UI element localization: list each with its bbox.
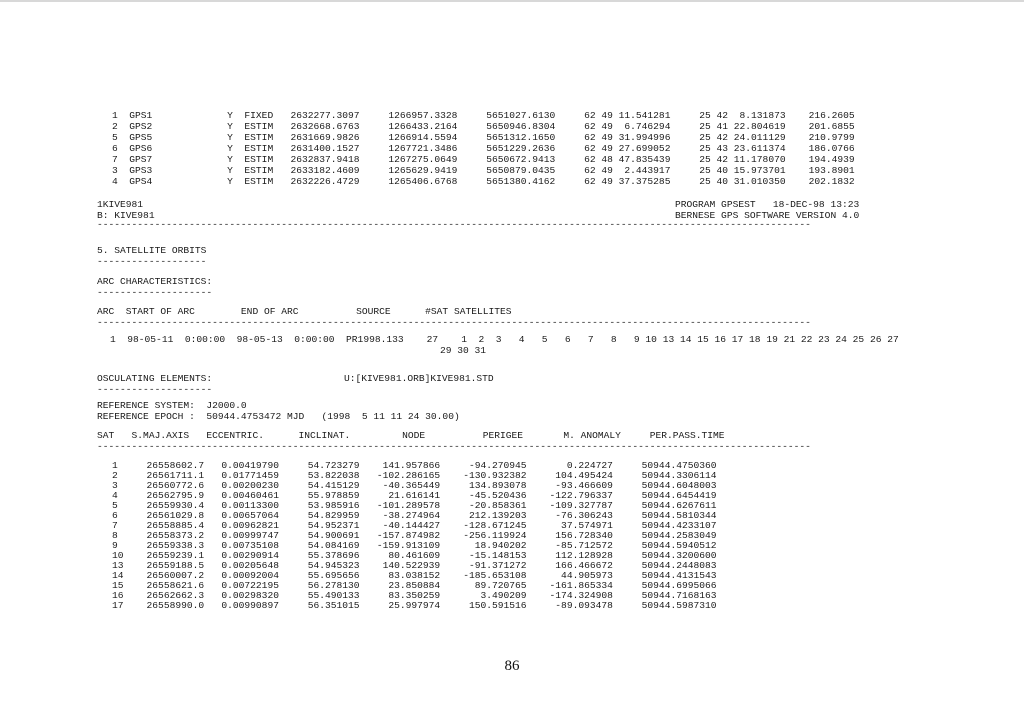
elements-row: 2 26561711.1 0.01771459 53.822038 -102.286165 -130.932382 104.495424 50944.3306114: [112, 470, 717, 481]
station-row: 4 GPS4 Y ESTIM 2632226.4729 1265406.6768 5651380.4162 62 49 37.375285 25 40 31.010350 202.1832: [112, 176, 855, 187]
arc-row-continuation: 29 30 31: [440, 345, 487, 356]
station-row: 7 GPS7 Y ESTIM 2632837.9418 1267275.0649 5650672.9413 62 48 47.835439 25 42 11.178070 194.4939: [112, 154, 855, 165]
section-title-underline: -------------------: [97, 256, 207, 267]
elements-row: 1 26558602.7 0.00419790 54.723279 141.957866 -94.270945 0.224727 50944.4750360: [112, 460, 717, 471]
elements-row: 7 26558885.4 0.00962821 54.952371 -40.144427 -128.671245 37.574971 50944.4233107: [112, 520, 717, 531]
elements-row: 3 26560772.6 0.00200230 54.415129 -40.365449 134.893078 -93.466609 50944.6048003: [112, 480, 717, 491]
header-rule: ----------------------------------------------------------------------------------------------------------------------------: [97, 219, 811, 230]
reference-epoch: REFERENCE EPOCH : 50944.4753472 MJD (1998 5 11 11 24 30.00): [97, 411, 460, 422]
station-row: 5 GPS5 Y ESTIM 2631669.9826 1266914.5594 5651312.1650 62 49 31.994996 25 42 24.011129 210.9799: [112, 132, 855, 143]
osc-orbit-file: U:[KIVE981.ORB]KIVE981.STD: [344, 373, 494, 384]
elements-row: 14 26560007.2 0.00092004 55.695656 83.038152 -185.653108 44.905973 50944.4131543: [112, 570, 717, 581]
header-program: PROGRAM GPSEST 18-DEC-98 13:23: [675, 199, 860, 210]
elements-column-header: SAT S.MAJ.AXIS ECCENTRIC. INCLINAT. NODE PERIGEE M. ANOMALY PER.PASS.TIME: [97, 430, 725, 441]
header-job-id: 1KIVE981: [97, 199, 144, 210]
header-version: BERNESE GPS SOFTWARE VERSION 4.0: [675, 210, 860, 221]
station-row: 2 GPS2 Y ESTIM 2632668.6763 1266433.2164 5650946.8304 62 49 6.746294 25 41 22.804619 201.6855: [112, 121, 855, 132]
elements-row: 4 26562795.9 0.00460461 55.978859 21.616141 -45.520436 -122.796337 50944.6454419: [112, 490, 717, 501]
elements-row: 5 26559930.4 0.00113300 53.985916 -101.289578 -20.858361 -109.327787 50944.6267611: [112, 500, 717, 511]
osc-title: OSCULATING ELEMENTS:: [97, 373, 213, 384]
arc-row: 1 98-05-11 0:00:00 98-05-13 0:00:00 PR1998.133 27 1 2 3 4 5 6 7 8 9 10 13 14 15 16 17 18 19 21 22 23 24 25 26 27: [110, 334, 899, 345]
elements-row: 9 26559338.3 0.00735108 54.084169 -159.913109 18.940202 -85.712572 50944.5940512: [112, 540, 717, 551]
arc-header-rule: ----------------------------------------------------------------------------------------------------------------------------: [97, 317, 811, 328]
station-row: 6 GPS6 Y ESTIM 2631400.1527 1267721.3486 5651229.2636 62 49 27.699052 25 43 23.611374 186.0766: [112, 143, 855, 154]
reference-system: REFERENCE SYSTEM: J2000.0: [97, 400, 247, 411]
arc-column-header: ARC START OF ARC END OF ARC SOURCE #SAT SATELLITES: [97, 306, 512, 317]
page-number: 86: [504, 658, 520, 674]
elements-row: 15 26558621.6 0.00722195 56.278130 23.850884 89.720765 -161.865334 50944.6995066: [112, 580, 717, 591]
arc-title-underline: --------------------: [97, 287, 213, 298]
station-row: 3 GPS3 Y ESTIM 2633182.4609 1265629.9419 5650879.0435 62 49 2.443917 25 40 15.973701 193.8901: [112, 165, 855, 176]
arc-title: ARC CHARACTERISTICS:: [97, 276, 213, 287]
elements-row: 8 26558373.2 0.00999747 54.900691 -157.874982 -256.119924 156.728340 50944.2583049: [112, 530, 717, 541]
header-campaign: B: KIVE981: [97, 210, 155, 221]
section-title: 5. SATELLITE ORBITS: [97, 245, 207, 256]
elements-header-rule: ----------------------------------------------------------------------------------------------------------------------------: [97, 441, 811, 452]
elements-row: 6 26561029.8 0.00657064 54.829959 -38.274964 212.139203 -76.306243 50944.5810344: [112, 510, 717, 521]
osc-title-underline: --------------------: [97, 384, 213, 395]
elements-row: 13 26559188.5 0.00205648 54.945323 140.522939 -91.371272 166.466672 50944.2448083: [112, 560, 717, 571]
elements-row: 16 26562662.3 0.00298320 55.490133 83.350259 3.490209 -174.324908 50944.7168163: [112, 590, 717, 601]
elements-row: 10 26559239.1 0.00290914 55.378696 80.461609 -15.148153 112.128928 50944.3200600: [112, 550, 717, 561]
station-row: 1 GPS1 Y FIXED 2632277.3097 1266957.3328 5651027.6130 62 49 11.541281 25 42 8.131873 216.2605: [112, 110, 855, 121]
scan-edge: [0, 0, 1024, 2]
elements-row: 17 26558990.0 0.00990897 56.351015 25.997974 150.591516 -89.093478 50944.5987310: [112, 600, 717, 611]
